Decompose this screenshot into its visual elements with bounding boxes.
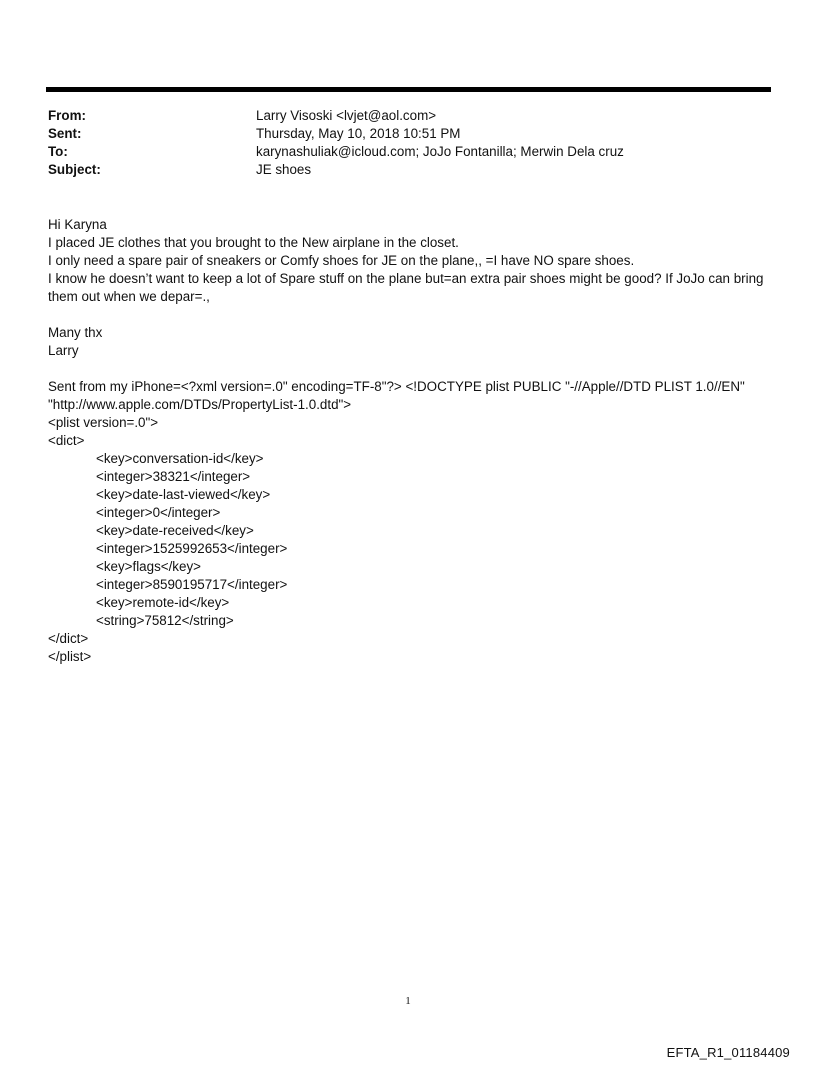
closing: Many thx [48,325,103,340]
sent-row [48,125,624,143]
to-label: To: [48,144,68,159]
dict-open: <dict> [48,433,85,448]
plist-line: <key>date-last-viewed</key> [96,487,271,502]
email-body [48,216,770,666]
to-value: karynashuliak@icloud.com; JoJo Fontanilla; Merwin Dela cruz [256,144,624,159]
body-line: them out when we depar=., [48,289,210,304]
spacer [48,306,770,324]
subject-row [48,161,624,179]
page-number: 1 [405,995,411,1007]
bates-number: EFTA_R1_01184409 [666,1045,790,1060]
spacer [48,360,770,378]
plist-line: <key>flags</key> [96,559,201,574]
from-label: From: [48,108,86,123]
sent-from-line: "http://www.apple.com/DTDs/PropertyList-1.0.dtd"> [48,397,352,412]
plist-open: <plist version=.0"> [48,415,159,430]
header-divider [46,87,771,92]
sent-from-line: Sent from my iPhone=<?xml version=.0" encoding=TF-8"?> <!DOCTYPE plist PUBLIC "-//Apple//DTD PLIST 1.0//EN" [48,379,745,394]
greeting: Hi Karyna [48,217,107,232]
dict-close: </dict> [48,631,89,646]
plist-line: <integer>1525992653</integer> [96,541,288,556]
plist-line: <key>remote-id</key> [96,595,230,610]
plist-line: <integer>8590195717</integer> [96,577,288,592]
signature: Larry [48,343,79,358]
sent-label: Sent: [48,126,82,141]
body-line: I only need a spare pair of sneakers or Comfy shoes for JE on the plane,, =I have NO spare shoes. [48,253,635,268]
plist-line: <key>conversation-id</key> [96,451,264,466]
email-header [48,107,624,179]
plist-line: <integer>0</integer> [96,505,221,520]
from-value: Larry Visoski <lvjet@aol.com> [256,108,437,123]
plist-line: <integer>38321</integer> [96,469,251,484]
body-line: I placed JE clothes that you brought to the New airplane in the closet. [48,235,459,250]
body-line: I know he doesn’t want to keep a lot of Spare stuff on the plane but=an extra pair shoes might be good? If JoJo can bring [48,271,764,286]
subject-label: Subject: [48,162,101,177]
plist-line: <key>date-received</key> [96,523,254,538]
plist-close: </plist> [48,649,92,664]
to-row [48,143,624,161]
subject-value: JE shoes [256,162,312,177]
from-row [48,107,624,125]
sent-value: Thursday, May 10, 2018 10:51 PM [256,126,461,141]
plist-line: <string>75812</string> [96,613,234,628]
